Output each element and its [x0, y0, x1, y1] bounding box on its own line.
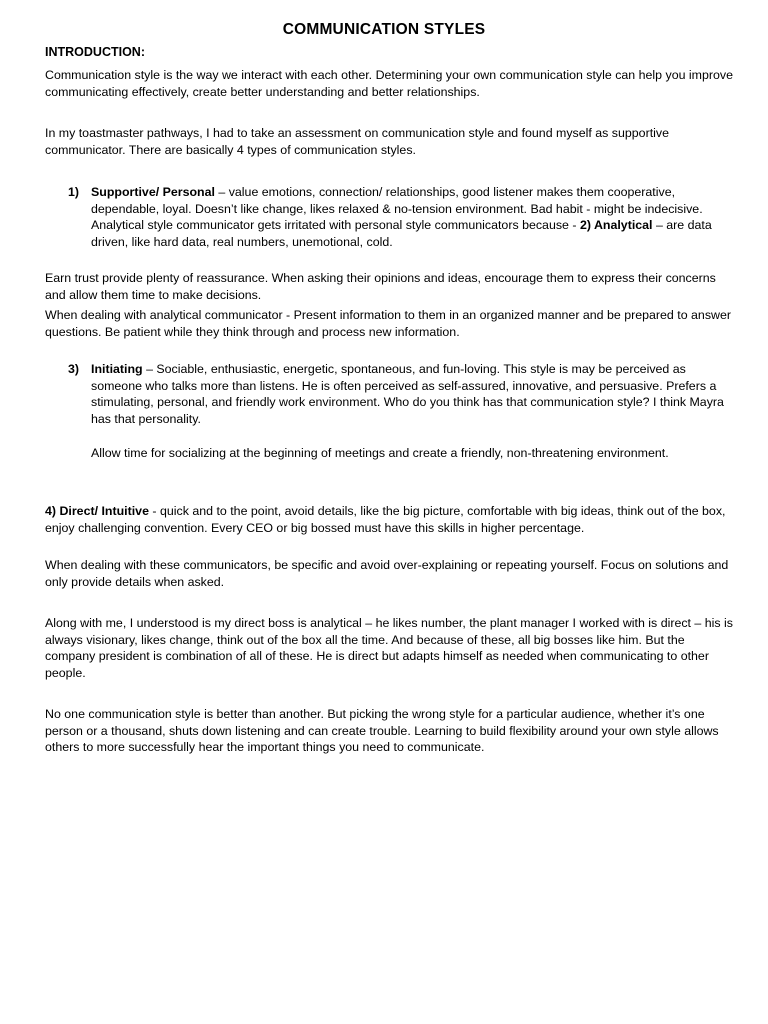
list-item-body [91, 184, 728, 250]
list-number: 3) [68, 362, 80, 376]
analytical-dealing-paragraph: When dealing with analytical communicator - Present information to them in an organized manner and be prepared to answer questions. Be patient while they think through and process new information. [45, 308, 731, 339]
intro-paragraph-2: In my toastmaster pathways, I had to take an assessment on communication style and found myself as supportive communicator. There are basically 4 types of communication styles. [45, 126, 669, 157]
term-direct: 4) Direct/ Intuitive [45, 504, 149, 518]
intro-paragraph-1: Communication style is the way we interact with each other. Determining your own communication style can help you improve communicating effectively, create better understanding and better relationships. [45, 68, 733, 99]
list-item-initiating [68, 361, 728, 427]
direct-dealing-paragraph: When dealing with these communicators, be specific and avoid over-explaining or repeating yourself. Focus on solutions and only provide details when asked. [45, 558, 729, 589]
term-supportive: Supportive/ Personal [91, 185, 215, 199]
term-analytical: 2) Analytical [579, 218, 653, 232]
list-number: 1) [68, 185, 80, 199]
list-item-body [91, 361, 728, 427]
boss-paragraph: Along with me, I understood is my direct boss is analytical – he likes number, the plant manager I worked with is direct – his is always visionary, likes change, think out of the box all the time. And because of these, all big bosses like him. But the company president is combination of all of these. He is direct but adapts himself as needed when communicating to other people. [45, 616, 734, 680]
initiating-description: – Sociable, enthusiastic, energetic, spontaneous, and fun-loving. This style is may be perceived as someone who talks more than listens. He is often perceived as self-assured, innovative, and persuasive. Prefers a stimulating, personal, and friendly work environment. Who do you think has that communication style? I think Mayra has that personality. [91, 362, 724, 426]
analytical-description: – are data driven, like hard data, real numbers, unemotional, cold. [91, 218, 712, 249]
intro-heading: INTRODUCTION: [45, 45, 145, 59]
trust-paragraph: Earn trust provide plenty of reassurance. When asking their opinions and ideas, encourage them to express their concerns and allow them time to make decisions. [45, 271, 716, 302]
direct-description: - quick and to the point, avoid details, like the big picture, comfortable with big ideas, think out of the box, enjoy challenging convention. Every CEO or big bossed must have this skills in higher percentage. [45, 504, 726, 535]
direct-paragraph [45, 503, 735, 536]
conclusion-paragraph: No one communication style is better than another. But picking the wrong style for a particular audience, whether it’s one person or a thousand, shuts down listening and can create trouble. Learning to build flexibility around your own style allows others to more successfully hear the important things you need to communicate. [45, 707, 719, 754]
document-title: COMMUNICATION STYLES [282, 21, 486, 38]
list-item-supportive [68, 184, 728, 250]
supportive-description: – value emotions, connection/ relationships, good listener makes them cooperative, dependable, loyal. Doesn’t like change, likes relaxed & no-tension environment. Bad habit - might be indecisive. Analytical style communicator gets irritated with personal style communicators because - [91, 185, 703, 232]
initiating-advice: Allow time for socializing at the beginning of meetings and create a friendly, non-threatening environment. [91, 446, 669, 460]
term-initiating: Initiating [91, 362, 143, 376]
